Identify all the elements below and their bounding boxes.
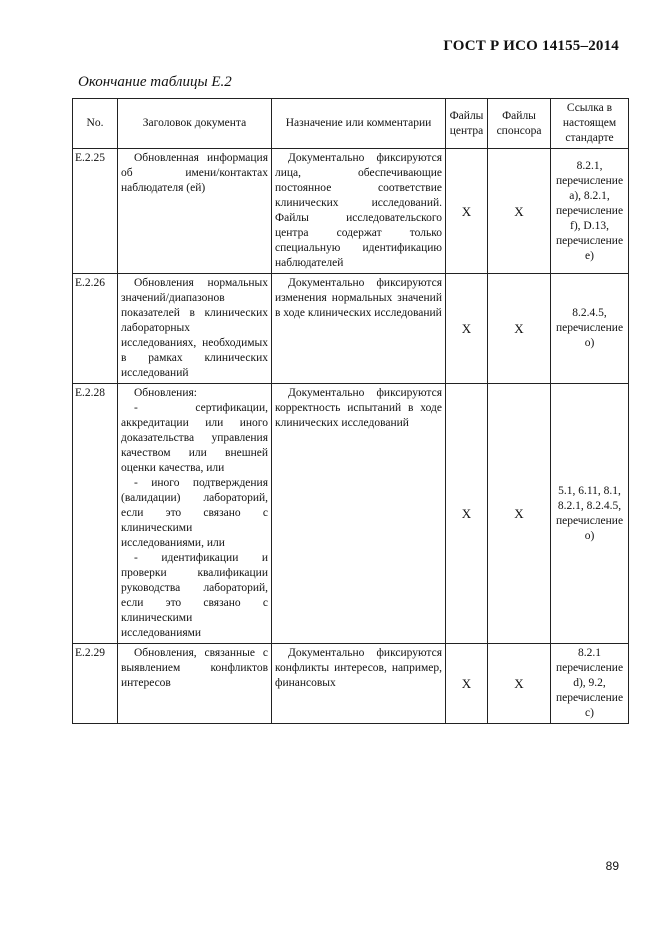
- center-file-mark: X: [446, 384, 488, 644]
- title-list-item: - сертификации, аккредитации или иного доказательства управления качеством или внешней оценки качества, или: [121, 402, 268, 474]
- sponsor-file-mark: X: [488, 149, 551, 274]
- table-row: [73, 149, 629, 274]
- standard-reference: 8.2.4.5, перечисление о): [551, 274, 629, 384]
- table-caption: Окончание таблицы Е.2: [78, 74, 232, 90]
- row-number: E.2.28: [73, 384, 118, 644]
- row-number: E.2.29: [73, 644, 118, 724]
- col-header-reference: Ссылка в настоящем стандарте: [551, 99, 629, 149]
- table-row: [73, 274, 629, 384]
- standard-header: ГОСТ Р ИСО 14155–2014: [443, 38, 619, 54]
- standard-reference: 5.1, 6.11, 8.1, 8.2.1, 8.2.4.5, перечисление о): [551, 384, 629, 644]
- document-purpose: Документально фиксируются лица, обеспечивающие постоянное соответствие клинических исследований. Файлы исследовательского центра содержат только специальную идентификацию наблюдателей: [272, 149, 446, 274]
- table-row: [73, 644, 629, 724]
- col-header-sponsor: Файлы спонсора: [488, 99, 551, 149]
- document-title: Обновленная информация об имени/контактах наблюдателя (ей): [118, 149, 272, 274]
- document-purpose: Документально фиксируются конфликты интересов, например, финансовых: [272, 644, 446, 724]
- document-title: Обновления, связанные с выявлением конфликтов интересов: [118, 644, 272, 724]
- col-header-title: Заголовок документа: [118, 99, 272, 149]
- title-intro: Обновления:: [134, 387, 197, 399]
- row-number: E.2.25: [73, 149, 118, 274]
- col-header-no: No.: [73, 99, 118, 149]
- sponsor-file-mark: X: [488, 274, 551, 384]
- standard-reference: 8.2.1 перечисление d), 9.2, перечисление с): [551, 644, 629, 724]
- sponsor-file-mark: X: [488, 644, 551, 724]
- document-purpose: Документально фиксируются корректность испытаний в ходе клинических исследований: [272, 384, 446, 644]
- table-row: [73, 384, 629, 644]
- title-list-item: - идентификации и проверки квалификации руководства лабораторий, если это связано с клиническими исследованиями: [121, 552, 268, 639]
- sponsor-file-mark: X: [488, 384, 551, 644]
- row-number: E.2.26: [73, 274, 118, 384]
- center-file-mark: X: [446, 149, 488, 274]
- document-title: Обновления нормальных значений/диапазонов показателей в клинических лабораторных исследованиях, необходимых в рамках клинических исследований: [118, 274, 272, 384]
- document-title: [118, 384, 272, 644]
- center-file-mark: X: [446, 274, 488, 384]
- page-number: 89: [605, 859, 619, 873]
- document-purpose: Документально фиксируются изменения нормальных значений в ходе клинических исследований: [272, 274, 446, 384]
- col-header-purpose: Назначение или комментарии: [272, 99, 446, 149]
- title-list-item: - иного подтверждения (валидации) лабораторий, если это связано с клиническими исследованиями, или: [121, 477, 268, 549]
- col-header-center: Файлы центра: [446, 99, 488, 149]
- center-file-mark: X: [446, 644, 488, 724]
- documents-table: [72, 98, 629, 724]
- standard-reference: 8.2.1, перечисление а), 8.2.1, перечисление f), D.13, перечисление е): [551, 149, 629, 274]
- table-header-row: [73, 99, 629, 149]
